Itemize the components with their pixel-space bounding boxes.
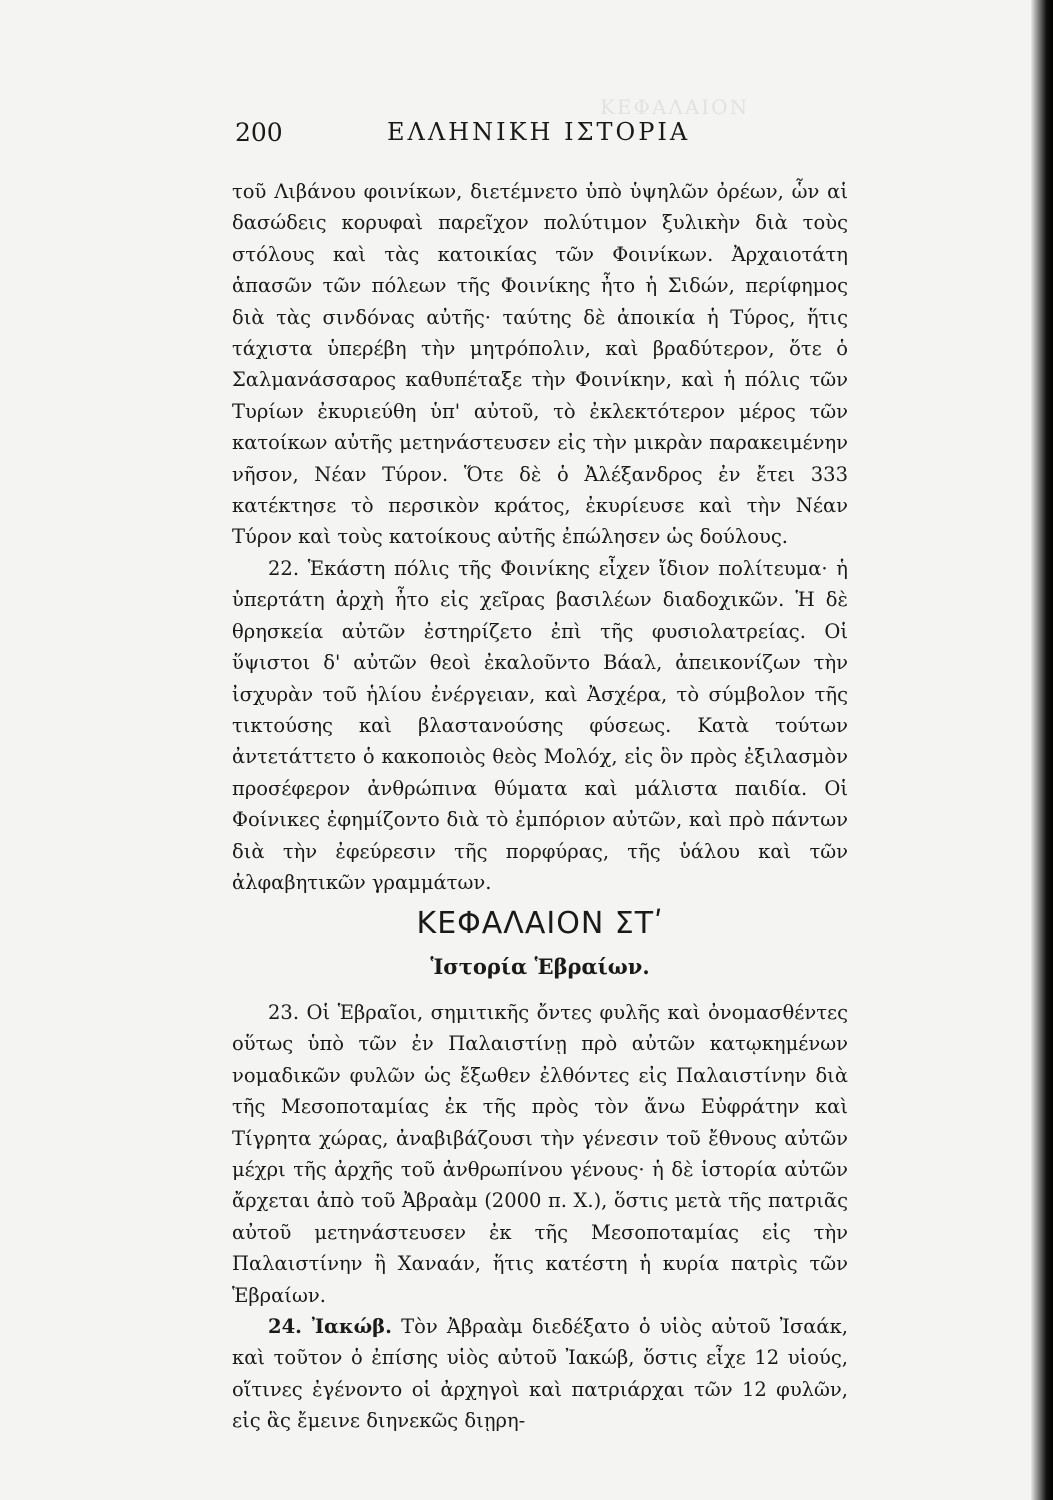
chapter-subtitle: Ἱστορία Ἑβραίων. — [430, 954, 650, 979]
page-header — [235, 118, 845, 154]
paragraph-21-continued: τοῦ Λιβάνου φοινίκων, διετέμνετο ὑπὸ ὑψηλῶν ὀρέων, ὧν αἱ δασώδεις κορυφαὶ παρεῖχον πολύτιμον ξυλικὴν διὰ τοὺς στόλους καὶ τὰς κατοικίας τῶν Φοινίκων. Ἀρχαιοτάτη ἁπασῶν τῶν πόλεων τῆς Φοινίκης ἦτο ἡ Σιδών, περίφημος διὰ τὰς σινδόνας αὐτῆς· ταύτης δὲ ἀποικία ἡ Τύρος, ἥτις τάχιστα ὑπερέβη τὴν μητρόπολιν, καὶ βραδύτερον, ὅτε ὁ Σαλμανάσσαρος καθυπέταξε τὴν Φοινίκην, καὶ ἡ πόλις τῶν Τυρίων ἐκυριεύθη ὑπ' αὐτοῦ, τὸ ἐκλεκτότερον μέρος τῶν κατοίκων αὐτῆς μετηνάστευσεν εἰς τὴν μικρὰν παρακειμένην νῆσον, Νέαν Τύρον. Ὅτε δὲ ὁ Ἀλέξανδρος ἐν ἔτει 333 κατέκτησε τὸ περσικὸν κράτος, ἐκυρίευσε καὶ τὴν Νέαν Τύρον καὶ τοὺς κατοίκους αὐτῆς ἐπώλησεν ὡς δούλους. — [232, 180, 848, 549]
paragraph-24-lead: 24. Ἰακώβ. — [268, 1315, 392, 1339]
paragraph-22: 22. Ἑκάστη πόλις τῆς Φοινίκης εἶχεν ἴδιον πολίτευμα· ἡ ὑπερτάτη ἀρχὴ ἦτο εἰς χεῖρας βασιλέων διαδοχικῶν. Ἡ δὲ θρησκεία αὐτῶν ἐστηρίζετο ἐπὶ τῆς φυσιολατρείας. Οἱ ὕψιστοι δ' αὐτῶν θεοὶ ἐκαλοῦντο Βάαλ, ἀπεικονίζων τὴν ἰσχυρὰν τοῦ ἡλίου ἐνέργειαν, καὶ Ἀσχέρα, τὸ σύμβολον τῆς τικτούσης καὶ βλαστανούσης φύσεως. Κατὰ τούτων ἀντετάττετο ὁ κακοποιὸς θεὸς Μολόχ, εἰς ὃν πρὸς ἐξιλασμὸν προσέφερον ἀνθρώπινα θύματα καὶ μάλιστα παιδία. Οἱ Φοίνικες ἐφημίζοντο διὰ τὸ ἐμπόριον αὐτῶν, καὶ πρὸ πάντων διὰ τὴν ἐφεύρεσιν τῆς πορφύρας, τῆς ὑάλου καὶ τῶν ἀλφαβητικῶν γραμμάτων. — [232, 556, 848, 894]
paragraph-23: 23. Οἱ Ἑβραῖοι, σημιτικῆς ὄντες φυλῆς καὶ ὀνομασθέντες οὕτως ὑπὸ τῶν ἐν Παλαιστίνῃ πρὸ αὐτῶν κατῳκημένων νομαδικῶν φυλῶν ὡς ἔξωθεν ἐλθόντες εἰς Παλαιστίνην διὰ τῆς Μεσοποταμίας ἐκ τῆς πρὸς τὸν ἄνω Εὐφράτην καὶ Τίγρητα χώρας, ἀναβιβάζουσι τὴν γένεσιν τοῦ ἔθνους αὐτῶν μέχρι τῆς ἀρχῆς τοῦ ἀνθρωπίνου γένους· ἡ δὲ ἱστορία αὐτῶν ἄρχεται ἀπὸ τοῦ Ἀβραὰμ (2000 π. Χ.), ὅστις μετὰ τῆς πατριᾶς αὐτοῦ μετηνάστευσεν ἐκ τῆς Μεσοποταμίας εἰς τὴν Παλαιστίνην ἢ Χαναάν, ἥτις κατέστη ἡ κυρία πατρὶς τῶν Ἑβραίων. — [232, 1001, 848, 1307]
chapter-title: ΚΕΦΑΛΑΙΟΝ ΣΤʹ — [416, 906, 664, 941]
bleed-through-text: ΚΕΦΑΛΑΙΟΝ — [600, 95, 750, 119]
paragraph-24-text: Τὸν Ἀβραὰμ διεδέξατο ὁ υἱὸς αὐτοῦ Ἰσαάκ, καὶ τοῦτον ὁ ἐπίσης υἱὸς αὐτοῦ Ἰακώβ, ὅστις εἶχε 12 υἱούς, οἵτινες ἐγένοντο οἱ ἀρχηγοὶ καὶ πατριάρχαι τῶν 12 φυλῶν, εἰς ἃς ἔμεινε διηνεκῶς διῃρη- — [232, 1315, 848, 1433]
paragraph-24 — [232, 1311, 848, 1437]
page-number: 200 — [235, 118, 283, 147]
text-block-before-chapter — [232, 176, 848, 898]
page-edge-shadow — [1031, 0, 1053, 1500]
text-block-after-chapter — [232, 997, 848, 1437]
running-title: ΕΛΛΗΝΙΚΗ ΙΣΤΟΡΙΑ — [387, 118, 691, 146]
